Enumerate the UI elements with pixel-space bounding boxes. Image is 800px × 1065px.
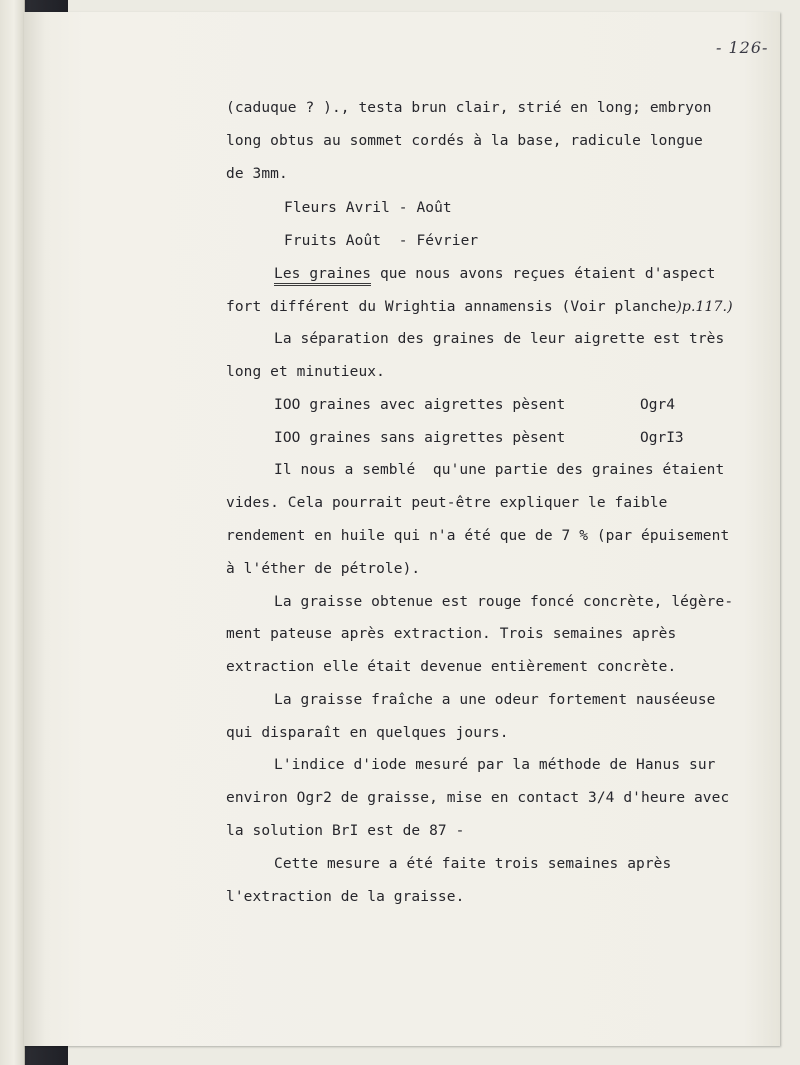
weight-row [274,397,565,413]
page-number: - 126- [716,38,769,57]
text-line: à l'éther de pétrole). [226,561,421,577]
text-line: La séparation des graines de leur aigrette est très [274,331,725,347]
text-line: Fruits Août - Février [284,233,479,249]
weight-label: IOO graines sans aigrettes pèsent [274,430,566,446]
text-line-main: fort différent du Wrightia annamensis (Voir planche [226,299,677,315]
text-line: La graisse obtenue est rouge foncé concrète, légère- [274,594,734,610]
text-line: extraction elle était devenue entièrement concrète. [226,659,677,675]
text-line: L'indice d'iode mesuré par la méthode de Hanus sur [274,757,716,773]
text-line [226,299,733,315]
text-line-rest: que nous avons reçues étaient d'aspect [371,266,716,282]
text-line: long obtus au sommet cordés à la base, radicule longue [226,133,703,149]
text-line: La graisse fraîche a une odeur fortement nauséeuse [274,692,716,708]
text-line: ment pateuse après extraction. Trois semaines après [226,626,677,642]
weight-value: OgrI3 [640,430,684,446]
text-line [274,266,716,282]
text-line: Cette mesure a été faite trois semaines après [274,856,672,872]
text-line: long et minutieux. [226,364,385,380]
text-line: qui disparaît en quelques jours. [226,725,509,741]
previous-page-edge [0,0,25,1065]
weight-label: IOO graines avec aigrettes pèsent [274,397,566,413]
weight-row [274,430,565,446]
text-line: environ Ogr2 de graisse, mise en contact 3/4 d'heure avec [226,790,730,806]
text-line: la solution BrI est de 87 - [226,823,465,839]
text-line: l'extraction de la graisse. [226,889,465,905]
text-line: (caduque ? )., testa brun clair, strié en long; embryon [226,100,712,116]
weight-value: Ogr4 [640,397,675,413]
text-line: rendement en huile qui n'a été que de 7 % (par épuisement [226,528,730,544]
text-line: Fleurs Avril - Août [284,200,452,216]
document-page [24,12,780,1046]
handwritten-note: )p.117.) [676,299,733,315]
text-line: Il nous a semblé qu'une partie des graines étaient [274,462,725,478]
text-line: vides. Cela pourrait peut-être expliquer le faible [226,495,668,511]
text-line: de 3mm. [226,166,288,182]
underlined-phrase: Les graines [274,266,371,286]
